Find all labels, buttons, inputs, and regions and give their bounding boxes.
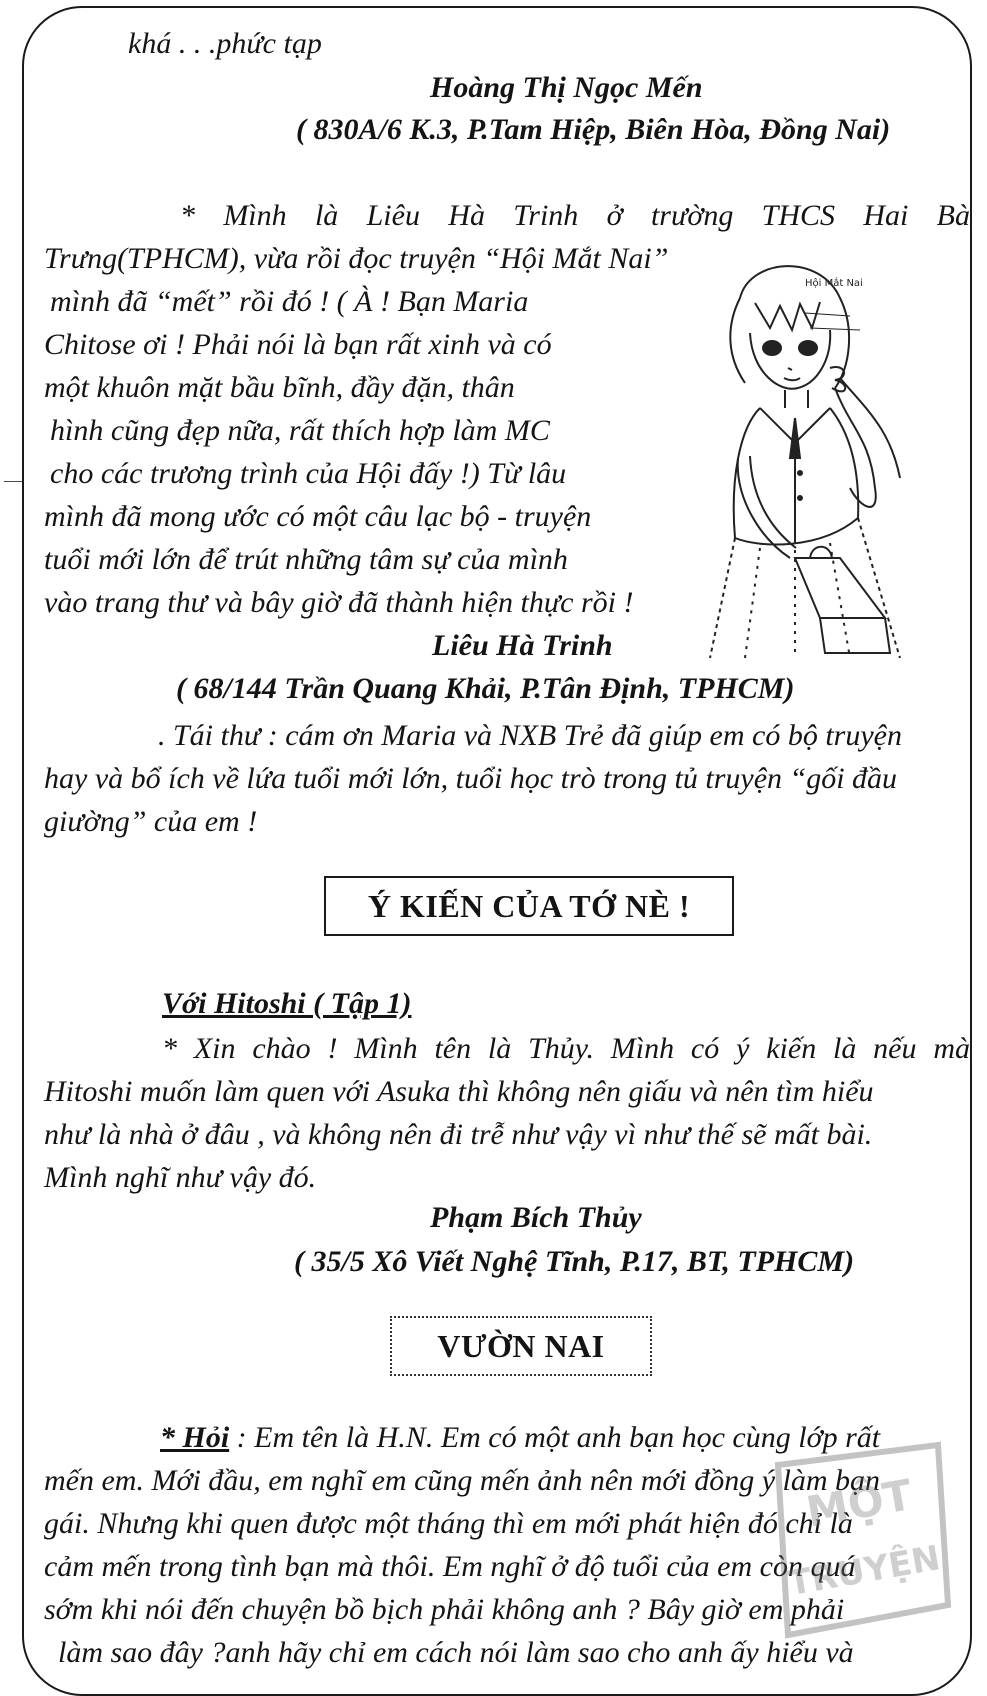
ps-line: hay và bổ ích về lứa tuổi mới lớn, tuổi học trò trong tủ truyện “gối đầu [44, 762, 898, 795]
letter-line: hình cũng đẹp nữa, rất thích hợp làm MC [50, 414, 550, 447]
opinion-line: * Xin chào ! Mình tên là Thủy. Mình có ý kiến là nếu mà [162, 1032, 970, 1065]
letter-line: một khuôn mặt bầu bĩnh, đầy đặn, thân [44, 371, 515, 404]
ps-line: . Tái thư : cám ơn Maria và NXB Trẻ đã giúp em có bộ truyện [158, 719, 902, 752]
signature-address: ( 830A/6 K.3, P.Tam Hiệp, Biên Hòa, Đồng Nai) [296, 113, 891, 146]
svg-text:TRUYỆN: TRUYỆN [785, 1538, 944, 1605]
section-title-box [390, 1316, 652, 1376]
signature-name: Liêu Hà Trinh [432, 629, 613, 662]
letter-line: * Mình là Liêu Hà Trinh ở trường THCS Hai Bà [180, 199, 970, 232]
letter-line: Chitose ơi ! Phải nói là bạn rất xinh và có [44, 328, 552, 361]
girl-illustration [700, 258, 940, 668]
ps-line: giường” của em ! [44, 805, 258, 838]
opinion-line: như là nhà ở đâu , và không nên đi trễ như vậy vì như thế sẽ mất bài. [44, 1118, 873, 1151]
letter-line: mình đã mong ước có một câu lạc bộ - truyện [44, 500, 592, 533]
section-subheading: Với Hitoshi ( Tập 1) [162, 987, 412, 1020]
opinion-line: Mình nghĩ như vậy đó. [44, 1161, 317, 1194]
question-line: mến em. Mới đầu, em nghĩ em cũng mến ảnh nên mới đồng ý làm bạn [44, 1464, 881, 1497]
question-label: * Hỏi [160, 1421, 230, 1454]
question-line: sớm khi nói đến chuyện bồ bịch phải không anh ? Bây giờ em phải [44, 1593, 845, 1626]
question-line: cảm mến trong tình bạn mà thôi. Em nghĩ ở độ tuổi của em còn quá [44, 1550, 856, 1583]
signature-address: ( 35/5 Xô Viết Nghệ Tĩnh, P.17, BT, TPHCM) [294, 1245, 855, 1278]
question-line: gái. Nhưng khi quen được một tháng thì em mới phát hiện đó chỉ là [44, 1507, 853, 1540]
letter-line: vào trang thư và bây giờ đã thành hiện thực rồi ! [44, 586, 634, 619]
section-title: VƯỜN NAI [437, 1328, 605, 1364]
scan-mark: — [4, 470, 22, 490]
section-title: Ý KIẾN CỦA TỚ NÈ ! [367, 888, 691, 924]
letter-line: tuổi mới lớn để trút những tâm sự của mình [44, 543, 568, 576]
signature-name: Phạm Bích Thủy [430, 1201, 642, 1234]
question-line: làm sao đây ?anh hãy chỉ em cách nói làm sao cho anh ấy hiểu và [58, 1636, 854, 1669]
letter-line: Trưng(TPHCM), vừa rồi đọc truyện “Hội Mắt Nai” [44, 242, 669, 275]
svg-text:MỘT: MỘT [802, 1470, 916, 1537]
opinion-line: Hitoshi muốn làm quen với Asuka thì không nên giấu và nên tìm hiểu [44, 1075, 874, 1108]
illustration-note: Hội Mắt Nai [805, 278, 863, 289]
section-title-box [324, 876, 734, 936]
watermark-logo [748, 1425, 958, 1645]
signature-address: ( 68/144 Trần Quang Khải, P.Tân Định, TPHCM) [176, 672, 795, 705]
letter-tail-line: khá . . .phức tạp [128, 27, 322, 60]
letter-line: cho các trương trình của Hội đấy !) Từ lâu [50, 457, 567, 490]
letter-line: mình đã “mết” rồi đó ! ( À ! Bạn Maria [50, 285, 529, 318]
signature-name: Hoàng Thị Ngọc Mến [430, 71, 703, 104]
question-text: : Em tên là H.N. Em có một anh bạn học cùng lớp rất [229, 1421, 881, 1454]
